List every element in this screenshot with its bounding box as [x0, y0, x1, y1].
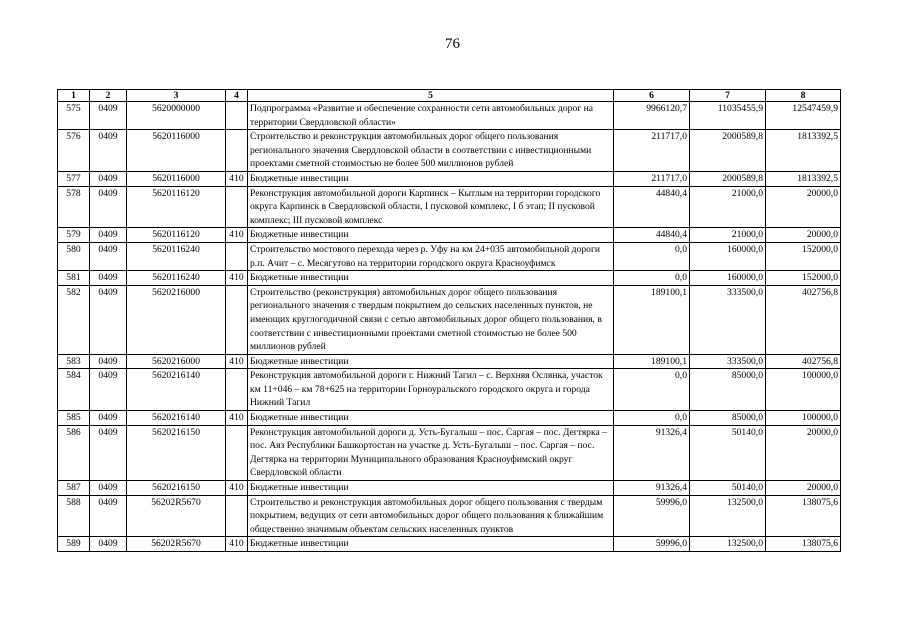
amount-col8-cell: 138075,6: [766, 495, 841, 537]
row-number-cell: 588: [58, 495, 90, 537]
expense-type-cell: 410: [226, 481, 248, 496]
section-code-cell: 0409: [90, 354, 127, 369]
table-row: [58, 425, 841, 480]
amount-col6-cell: 0,0: [614, 369, 690, 411]
expense-type-cell: 410: [226, 171, 248, 186]
table-row: [58, 242, 841, 270]
target-article-cell: 5620116000: [127, 171, 226, 186]
amount-col8-cell: 20000,0: [766, 228, 841, 243]
item-name-cell: Строительство (реконструкция) автомобильных дорог общего пользования регионального значения с твердым покрытием до сельских населенных пунктов, не имеющих круглогодичной связи с сетью автомобильных дорог общего пользования, в соответствии с инвестиционными проектами сметной стоимостью не более 500 миллионов рублей: [248, 285, 614, 354]
row-number-cell: 583: [58, 354, 90, 369]
row-number-cell: 582: [58, 285, 90, 354]
amount-col7-cell: 333500,0: [690, 354, 766, 369]
amount-col6-cell: 91326,4: [614, 425, 690, 480]
amount-col8-cell: 138075,6: [766, 537, 841, 552]
amount-col6-cell: 9966120,7: [614, 102, 690, 130]
section-code-cell: 0409: [90, 242, 127, 270]
target-article-cell: 5620216000: [127, 354, 226, 369]
target-article-cell: 5620216150: [127, 425, 226, 480]
amount-col6-cell: 189100,1: [614, 354, 690, 369]
item-name-cell: Реконструкция автомобильной дороги д. Усть-Бугалыш – пос. Саргая – пос. Дегтярка – пос. Аяз Республики Башкортостан на участке д. Усть-Бугалыш – пос. Саргая – пос. Дегтярка на территории Муниципального образования Красноуфимский округ Свердловской области: [248, 425, 614, 480]
amount-col8-cell: 402756,8: [766, 354, 841, 369]
expense-type-cell: [226, 285, 248, 354]
expense-type-cell: [226, 186, 248, 228]
item-name-cell: Бюджетные инвестиции: [248, 354, 614, 369]
table-row: [58, 186, 841, 228]
expense-type-cell: [226, 242, 248, 270]
item-name-cell: Бюджетные инвестиции: [248, 228, 614, 243]
amount-col8-cell: 100000,0: [766, 411, 841, 426]
item-name-cell: Бюджетные инвестиции: [248, 537, 614, 552]
section-code-cell: 0409: [90, 285, 127, 354]
table-row: [58, 495, 841, 537]
table-row: [58, 411, 841, 426]
target-article-cell: 5620216140: [127, 411, 226, 426]
amount-col6-cell: 91326,4: [614, 481, 690, 496]
column-header: 8: [766, 90, 841, 102]
amount-col6-cell: 59996,0: [614, 537, 690, 552]
expense-type-cell: 410: [226, 537, 248, 552]
amount-col8-cell: 402756,8: [766, 285, 841, 354]
column-header: 6: [614, 90, 690, 102]
amount-col8-cell: 20000,0: [766, 481, 841, 496]
section-code-cell: 0409: [90, 481, 127, 496]
table-row: [58, 130, 841, 172]
amount-col7-cell: 11035455,9: [690, 102, 766, 130]
amount-col7-cell: 85000,0: [690, 369, 766, 411]
amount-col7-cell: 132500,0: [690, 537, 766, 552]
table-row: [58, 537, 841, 552]
target-article-cell: 5620116240: [127, 242, 226, 270]
row-number-cell: 584: [58, 369, 90, 411]
amount-col8-cell: 1813392,5: [766, 171, 841, 186]
table-row: [58, 354, 841, 369]
amount-col7-cell: 132500,0: [690, 495, 766, 537]
row-number-cell: 578: [58, 186, 90, 228]
amount-col6-cell: 59996,0: [614, 495, 690, 537]
table-row: [58, 285, 841, 354]
amount-col7-cell: 2000589,8: [690, 130, 766, 172]
table-row: [58, 271, 841, 286]
section-code-cell: 0409: [90, 271, 127, 286]
target-article-cell: 5620216150: [127, 481, 226, 496]
amount-col8-cell: 20000,0: [766, 186, 841, 228]
section-code-cell: 0409: [90, 537, 127, 552]
table-body: [58, 102, 841, 552]
amount-col8-cell: 152000,0: [766, 242, 841, 270]
section-code-cell: 0409: [90, 228, 127, 243]
amount-col7-cell: 160000,0: [690, 242, 766, 270]
expense-type-cell: [226, 130, 248, 172]
amount-col6-cell: 0,0: [614, 271, 690, 286]
section-code-cell: 0409: [90, 425, 127, 480]
amount-col6-cell: 44840,4: [614, 228, 690, 243]
item-name-cell: Бюджетные инвестиции: [248, 411, 614, 426]
amount-col7-cell: 85000,0: [690, 411, 766, 426]
item-name-cell: Строительство мостового перехода через р. Уфу на км 24+035 автомобильной дороги р.п. Ачит – с. Месягутово на территории городского округа Красноуфимск: [248, 242, 614, 270]
amount-col8-cell: 1813392,5: [766, 130, 841, 172]
section-code-cell: 0409: [90, 369, 127, 411]
row-number-cell: 579: [58, 228, 90, 243]
expense-type-cell: [226, 369, 248, 411]
target-article-cell: 56202R5670: [127, 537, 226, 552]
expense-type-cell: [226, 425, 248, 480]
row-number-cell: 576: [58, 130, 90, 172]
amount-col6-cell: 211717,0: [614, 171, 690, 186]
item-name-cell: Строительство и реконструкция автомобильных дорог общего пользования регионального значения Свердловской области в соответствии с инвестиционными проектами сметной стоимостью не более 500 миллионов рублей: [248, 130, 614, 172]
amount-col7-cell: 333500,0: [690, 285, 766, 354]
item-name-cell: Бюджетные инвестиции: [248, 271, 614, 286]
table-row: [58, 228, 841, 243]
column-header: 2: [90, 90, 127, 102]
row-number-cell: 585: [58, 411, 90, 426]
expense-type-cell: [226, 102, 248, 130]
amount-col7-cell: 50140,0: [690, 425, 766, 480]
target-article-cell: 5620116000: [127, 130, 226, 172]
target-article-cell: 56202R5670: [127, 495, 226, 537]
section-code-cell: 0409: [90, 495, 127, 537]
amount-col7-cell: 21000,0: [690, 186, 766, 228]
target-article-cell: 5620116120: [127, 228, 226, 243]
column-header: 5: [248, 90, 614, 102]
amount-col6-cell: 0,0: [614, 411, 690, 426]
row-number-cell: 586: [58, 425, 90, 480]
expense-type-cell: 410: [226, 354, 248, 369]
section-code-cell: 0409: [90, 411, 127, 426]
expense-type-cell: 410: [226, 228, 248, 243]
amount-col7-cell: 2000589,8: [690, 171, 766, 186]
item-name-cell: Бюджетные инвестиции: [248, 171, 614, 186]
amount-col6-cell: 44840,4: [614, 186, 690, 228]
column-header: 3: [127, 90, 226, 102]
row-number-cell: 581: [58, 271, 90, 286]
row-number-cell: 589: [58, 537, 90, 552]
section-code-cell: 0409: [90, 130, 127, 172]
expense-type-cell: 410: [226, 411, 248, 426]
item-name-cell: Строительство и реконструкция автомобильных дорог общего пользования с твердым покрытием, ведущих от сети автомобильных дорог общего пользования к ближайшим общественно значимым объектам сельских населенных пунктов: [248, 495, 614, 537]
target-article-cell: 5620216000: [127, 285, 226, 354]
amount-col8-cell: 152000,0: [766, 271, 841, 286]
target-article-cell: 5620000000: [127, 102, 226, 130]
row-number-cell: 575: [58, 102, 90, 130]
amount-col8-cell: 100000,0: [766, 369, 841, 411]
section-code-cell: 0409: [90, 102, 127, 130]
amount-col8-cell: 20000,0: [766, 425, 841, 480]
budget-table: [57, 89, 841, 552]
amount-col7-cell: 160000,0: [690, 271, 766, 286]
section-code-cell: 0409: [90, 186, 127, 228]
table-row: [58, 481, 841, 496]
item-name-cell: Реконструкция автомобильной дороги г. Нижний Тагил – с. Верхняя Ослянка, участок км 11+046 – км 78+625 на территории Горноуральского городского округа и города Нижний Тагил: [248, 369, 614, 411]
section-code-cell: 0409: [90, 171, 127, 186]
table-row: [58, 369, 841, 411]
column-header: 1: [58, 90, 90, 102]
item-name-cell: Подпрограмма «Развитие и обеспечение сохранности сети автомобильных дорог на территории Свердловской области»: [248, 102, 614, 130]
target-article-cell: 5620116240: [127, 271, 226, 286]
expense-type-cell: 410: [226, 271, 248, 286]
table-row: [58, 102, 841, 130]
expense-type-cell: [226, 495, 248, 537]
amount-col7-cell: 50140,0: [690, 481, 766, 496]
column-header: 4: [226, 90, 248, 102]
amount-col7-cell: 21000,0: [690, 228, 766, 243]
column-header: 7: [690, 90, 766, 102]
item-name-cell: Реконструкция автомобильной дороги Карпинск – Кытлым на территории городского округа Карпинск в Свердловской области, I пусковой комплекс, I б этап; II пусковой комплекс; III пусковой комплекс: [248, 186, 614, 228]
amount-col8-cell: 12547459,9: [766, 102, 841, 130]
amount-col6-cell: 189100,1: [614, 285, 690, 354]
row-number-cell: 587: [58, 481, 90, 496]
target-article-cell: 5620216140: [127, 369, 226, 411]
amount-col6-cell: 0,0: [614, 242, 690, 270]
amount-col6-cell: 211717,0: [614, 130, 690, 172]
table-row: [58, 171, 841, 186]
row-number-cell: 580: [58, 242, 90, 270]
table-header-row: [58, 90, 841, 102]
target-article-cell: 5620116120: [127, 186, 226, 228]
page-number: 76: [445, 36, 460, 52]
item-name-cell: Бюджетные инвестиции: [248, 481, 614, 496]
row-number-cell: 577: [58, 171, 90, 186]
